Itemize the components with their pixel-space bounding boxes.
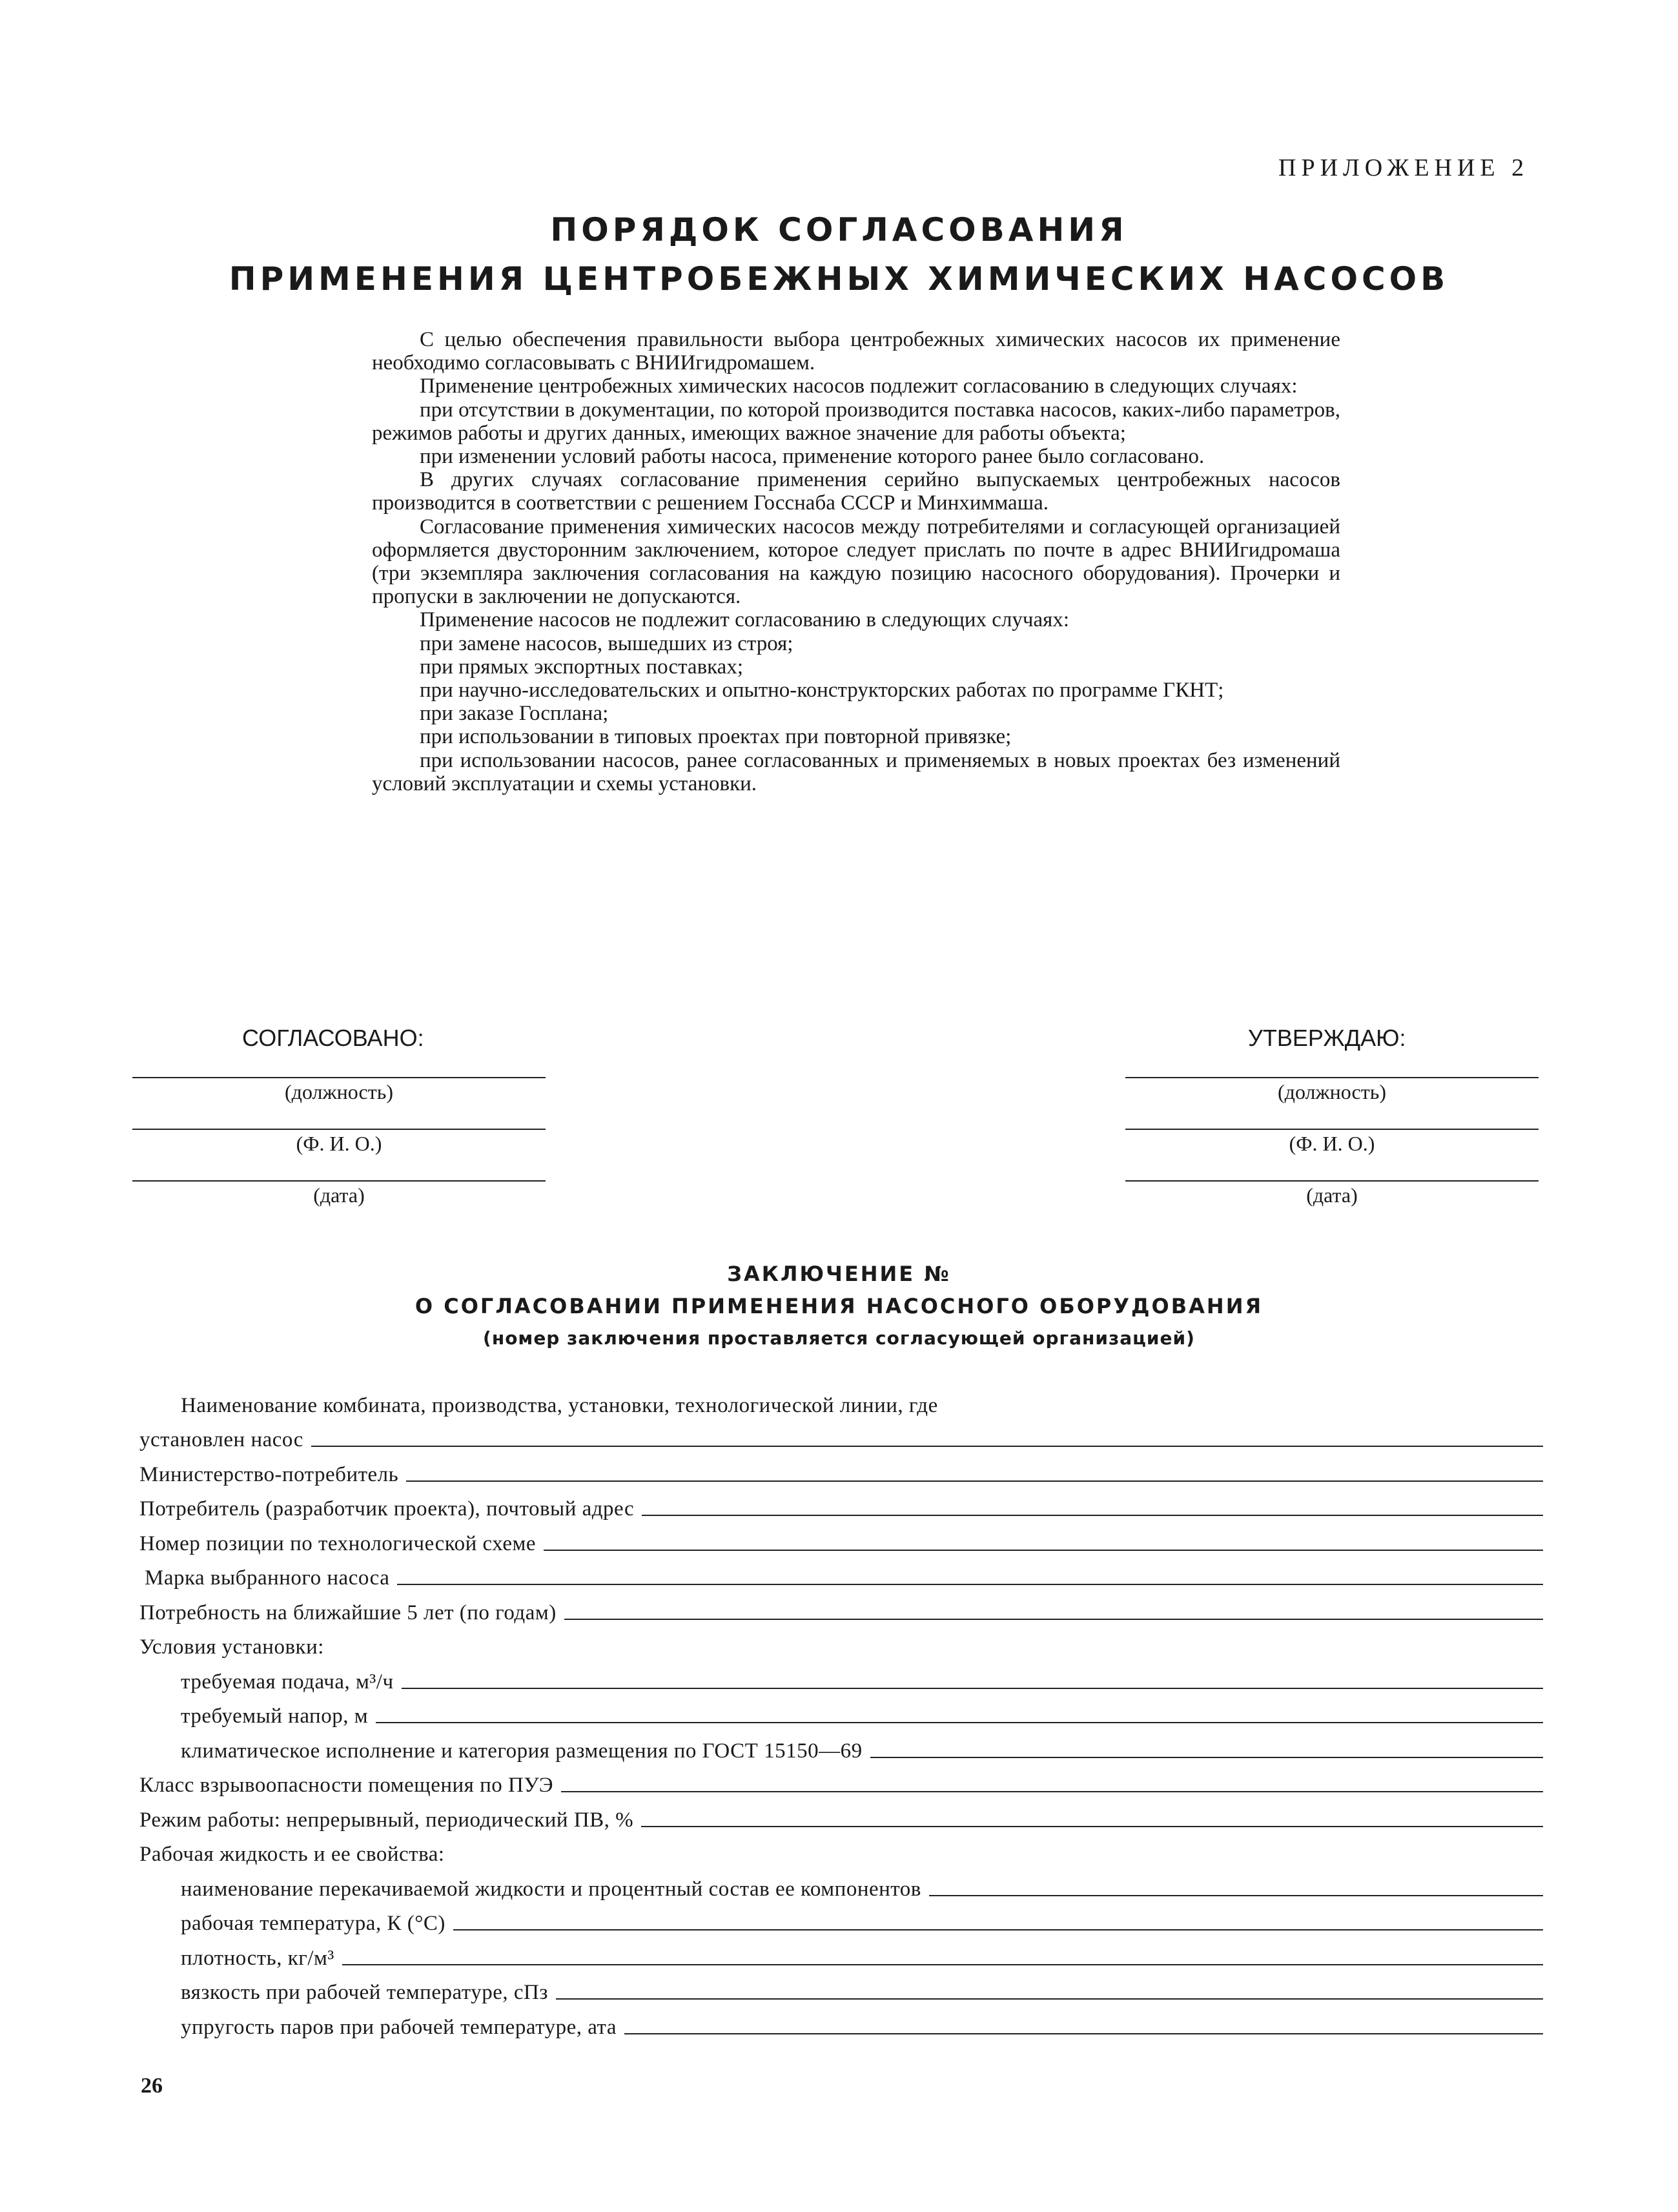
- signature-caption-name: (Ф. И. О.): [1289, 1132, 1375, 1155]
- form-label: Потребность на ближайшие 5 лет (по годам): [139, 1601, 557, 1624]
- form-label: требуемая подача, м³/ч: [181, 1670, 394, 1694]
- signature-heading: УТВЕРЖДАЮ:: [1248, 1025, 1406, 1051]
- consumer-field[interactable]: [642, 1515, 1543, 1516]
- form-row-fluid: [139, 1836, 1543, 1871]
- climate-field[interactable]: [870, 1757, 1543, 1758]
- paragraph: Применение насосов не подлежит согласованию в следующих случаях:: [420, 608, 1070, 632]
- signature-caption-date: (дата): [1306, 1183, 1358, 1207]
- form-row-intro: [139, 1387, 1543, 1422]
- form-label: Рабочая жидкость и ее свойства:: [139, 1843, 445, 1866]
- form-label: Номер позиции по технологической схеме: [139, 1531, 537, 1555]
- signature-line: [1125, 1180, 1539, 1182]
- form-row-position-number: [139, 1525, 1543, 1560]
- density-field[interactable]: [342, 1964, 1543, 1965]
- form-row-head: [139, 1698, 1543, 1733]
- signature-block-agreed: [132, 1025, 546, 1232]
- form-row-pump-brand: [139, 1560, 1543, 1595]
- form-row-consumer: [139, 1491, 1543, 1526]
- signature-heading: СОГЛАСОВАНО:: [242, 1025, 424, 1051]
- form-label: Условия установки:: [139, 1635, 324, 1659]
- form-label: Режим работы: непрерывный, периодический ПВ, %: [139, 1808, 634, 1832]
- paragraph: при использовании насосов, ранее согласованных и применяемых в новых проектах без изменений условий эксплуатации и схемы установки.: [372, 748, 1340, 795]
- form-label: Класс взрывоопасности помещения по ПУЭ: [139, 1774, 554, 1797]
- form-label: Марка выбранного насоса: [145, 1566, 390, 1590]
- explosion-class-field[interactable]: [561, 1791, 1543, 1792]
- form-row-explosion-class: [139, 1767, 1543, 1802]
- signature-block-approved: [1125, 1025, 1539, 1232]
- form-row-climate: [139, 1732, 1543, 1767]
- mode-field[interactable]: [641, 1826, 1543, 1827]
- form-label: Министерство-потребитель: [139, 1462, 399, 1486]
- form-label: Наименование комбината, производства, установки, технологической линии, где: [181, 1393, 938, 1417]
- form-label: рабочая температура, К (°С): [181, 1912, 445, 1935]
- form-label: наименование перекачиваемой жидкости и процентный состав ее компонентов: [181, 1877, 921, 1901]
- paragraph: при прямых экспортных поставках;: [420, 655, 743, 679]
- form-label: упругость паров при рабочей температуре, ата: [181, 2015, 617, 2039]
- paragraph: В других случаях согласование применения серийно выпускаемых центробежных насосов производится в соответствии с решением Госснаба СССР и Минхиммаша.: [372, 468, 1340, 515]
- form-row-installed: [139, 1422, 1543, 1457]
- conclusion-heading: [0, 1258, 1678, 1355]
- form-label: требуемый напор, м: [181, 1705, 369, 1728]
- form-label: плотность, кг/м³: [181, 1946, 334, 1970]
- form-label: вязкость при рабочей температуре, сПз: [181, 1981, 548, 2004]
- installed-field[interactable]: [311, 1446, 1543, 1447]
- paragraph: С целью обеспечения правильности выбора центробежных химических насосов их применение необходимо согласовывать с ВНИИгидромашем.: [372, 328, 1340, 375]
- page-number: 26: [141, 2074, 163, 2098]
- signature-line: [132, 1129, 546, 1130]
- form-label: Потребитель (разработчик проекта), почтовый адрес: [139, 1497, 635, 1521]
- viscosity-field[interactable]: [556, 1998, 1543, 2000]
- form-row-mode: [139, 1801, 1543, 1836]
- vapor-pressure-field[interactable]: [624, 2033, 1543, 2034]
- temperature-field[interactable]: [453, 1929, 1543, 1930]
- signature-caption-date: (дата): [313, 1183, 365, 1207]
- flow-field[interactable]: [402, 1688, 1543, 1689]
- procedure-text: [372, 328, 1340, 795]
- paragraph: при использовании в типовых проектах при повторной привязке;: [420, 725, 1012, 749]
- head-field[interactable]: [376, 1722, 1543, 1723]
- position-number-field[interactable]: [544, 1550, 1543, 1551]
- paragraph: при отсутствии в документации, по которой производится поставка насосов, каких-либо параметров, режимов работы и других данных, имеющих важное значение для работы объекта;: [372, 398, 1340, 445]
- signature-line: [1125, 1077, 1539, 1078]
- paragraph: Применение центробежных химических насосов подлежит согласованию в следующих случаях:: [420, 374, 1298, 398]
- appendix-label: ПРИЛОЖЕНИЕ 2: [1278, 154, 1530, 181]
- ministry-field[interactable]: [406, 1480, 1543, 1482]
- form-row-viscosity: [139, 1974, 1543, 2009]
- paragraph: при научно-исследовательских и опытно-конструкторских работах по программе ГКНТ;: [420, 679, 1224, 702]
- form-row-demand: [139, 1594, 1543, 1629]
- form-row-install-conditions: [139, 1629, 1543, 1664]
- signature-line: [132, 1180, 546, 1182]
- paragraph: при заказе Госплана;: [420, 702, 609, 726]
- signature-caption-name: (Ф. И. О.): [296, 1132, 382, 1155]
- form-row-ministry: [139, 1456, 1543, 1491]
- conclusion-form: [139, 1387, 1543, 2043]
- conclusion-note: (номер заключения проставляется согласующей организацией): [483, 1327, 1195, 1349]
- paragraph: Согласование применения химических насосов между потребителями и согласующей организацией оформляется двусторонним заключением, которое следует прислать по почте в адрес ВНИИгидромаша (три экземпляра заключения согласования на каждую позицию насосного оборудования). Прочерки и пропуски в заключении не допускаются.: [372, 515, 1340, 609]
- form-row-fluid-name: [139, 1870, 1543, 1905]
- form-row-vapor-pressure: [139, 2009, 1543, 2043]
- page-title: [0, 205, 1678, 303]
- signature-line: [1125, 1129, 1539, 1130]
- demand-field[interactable]: [564, 1619, 1543, 1620]
- page-title-line-2: ПРИМЕНЕНИЯ ЦЕНТРОБЕЖНЫХ ХИМИЧЕСКИХ НАСОСОВ: [229, 260, 1449, 298]
- signature-caption-position: (должность): [285, 1080, 393, 1103]
- form-row-flow: [139, 1663, 1543, 1698]
- conclusion-subtitle: О СОГЛАСОВАНИИ ПРИМЕНЕНИЯ НАСОСНОГО ОБОРУДОВАНИЯ: [414, 1294, 1264, 1318]
- signature-line: [132, 1077, 546, 1078]
- fluid-name-field[interactable]: [929, 1895, 1543, 1896]
- signature-caption-position: (должность): [1278, 1080, 1386, 1103]
- paragraph: при изменении условий работы насоса, применение которого ранее было согласовано.: [420, 445, 1205, 469]
- form-label: установлен насос: [139, 1428, 303, 1451]
- form-row-density: [139, 1940, 1543, 1974]
- pump-brand-field[interactable]: [397, 1584, 1543, 1585]
- form-label: климатическое исполнение и категория размещения по ГОСТ 15150—69: [181, 1739, 863, 1763]
- paragraph: при замене насосов, вышедших из строя;: [420, 631, 793, 655]
- form-row-temperature: [139, 1905, 1543, 1940]
- conclusion-title: ЗАКЛЮЧЕНИЕ №: [727, 1262, 951, 1286]
- page-title-line-1: ПОРЯДОК СОГЛАСОВАНИЯ: [550, 211, 1128, 249]
